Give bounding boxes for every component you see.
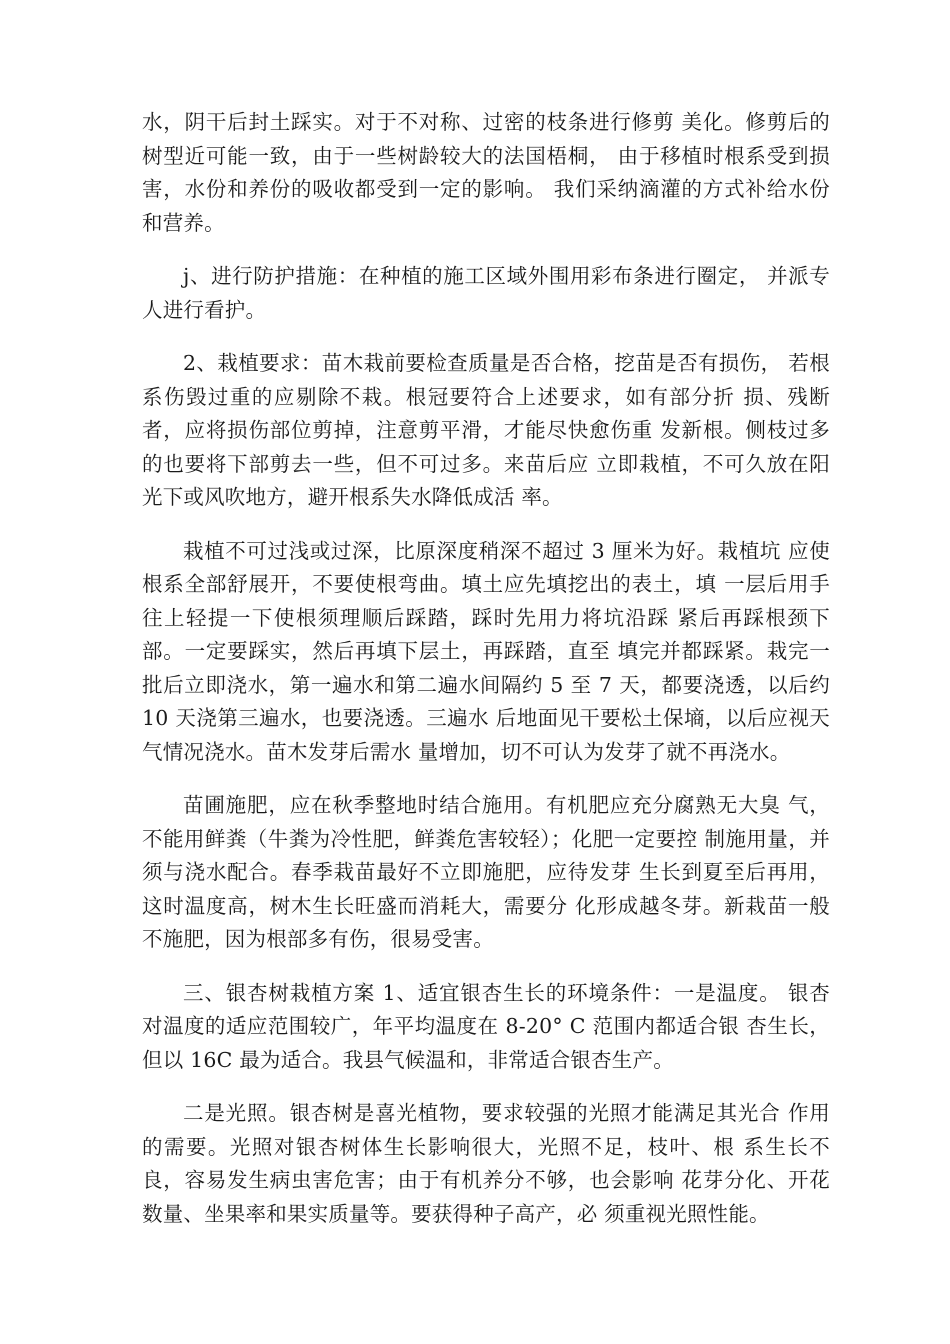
paragraph-continuation: 水，阴干后封土踩实。对于不对称、过密的枝条进行修剪 美化。修剪后的树型近可能一致，由于一些树龄较大的法国梧桐， 由于移植时根系受到损害，水份和养份的吸收都受到一定的影响。 我们采纳滴灌的方式补给水份和营养。 (142, 110, 830, 235)
paragraph-gap (142, 769, 830, 789)
paragraph-gap (142, 327, 830, 347)
paragraph-planting-requirements: 2、栽植要求：苗木栽前要检查质量是否合格，挖苗是否有损伤， 若根系伤毁过重的应剔除不栽。根冠要符合上述要求，如有部分折 损、残断者，应将损伤部位剪掉，注意剪平滑，才能尽快愈伤重 发新根。侧枝过多的也要将下部剪去一些，但不可过多。来苗后应 立即栽植，不可久放在阳光下或风吹地方，避开根系失水降低成活 率。 (142, 351, 830, 509)
paragraph-gap (142, 240, 830, 260)
paragraph-planting-depth: 栽植不可过浅或过深，比原深度稍深不超过 3 厘米为好。栽植坑 应使根系全部舒展开，不要使根弯曲。填土应先填挖出的表土，填 一层后用手往上轻提一下使根须理顺后踩踏，踩时先用力将坑沿踩 紧后再踩根颈下部。一定要踩实，然后再填下层土，再踩踏，直至 填完并都踩紧。栽完一批后立即浇水，第一遍水和第二遍水间隔约 5 至 7 天，都要浇透，以后约 10 天浇第三遍水，也要浇透。三遍水 后地面见干要松土保墒，以后应视天气情况浇水。苗木发芽后需水 量增加，切不可认为发芽了就不再浇水。 (142, 538, 830, 764)
paragraph-gap (142, 515, 830, 535)
paragraph-gap (142, 1077, 830, 1097)
paragraph-nursery-fertilization: 苗圃施肥，应在秋季整地时结合施用。有机肥应充分腐熟无大臭 气，不能用鲜粪（牛粪为冷性肥，鲜粪危害较轻）；化肥一定要控 制施用量，并须与浇水配合。春季栽苗最好不立即施肥，应待发芽 生长到夏至后再用，这时温度高，树木生长旺盛而消耗大，需要分 化形成越冬芽。新栽苗一般不施肥，因为根部多有伤，很易受害。 (142, 793, 830, 951)
paragraph-gap (142, 957, 830, 977)
document-body (142, 106, 830, 1231)
paragraph-ginkgo-light: 二是光照。银杏树是喜光植物，要求较强的光照才能满足其光合 作用的需要。光照对银杏树体生长影响很大，光照不足，枝叶、根 系生长不良，容易发生病虫害危害；由于有机养分不够，也会影响 花芽分化、开花数量、坐果率和果实质量等。要获得种子高产，必 须重视光照性能。 (142, 1101, 830, 1226)
paragraph-protection-measures: j、进行防护措施：在种植的施工区域外围用彩布条进行圈定， 并派专人进行看护。 (142, 264, 830, 322)
paragraph-ginkgo-temperature: 三、银杏树栽植方案 1、适宜银杏生长的环境条件：一是温度。 银杏对温度的适应范围较广，年平均温度在 8-20° C 范围内都适合银 杏生长，但以 16C 最为适合。我县气候温和，非常适合银杏生产。 (142, 980, 830, 1072)
